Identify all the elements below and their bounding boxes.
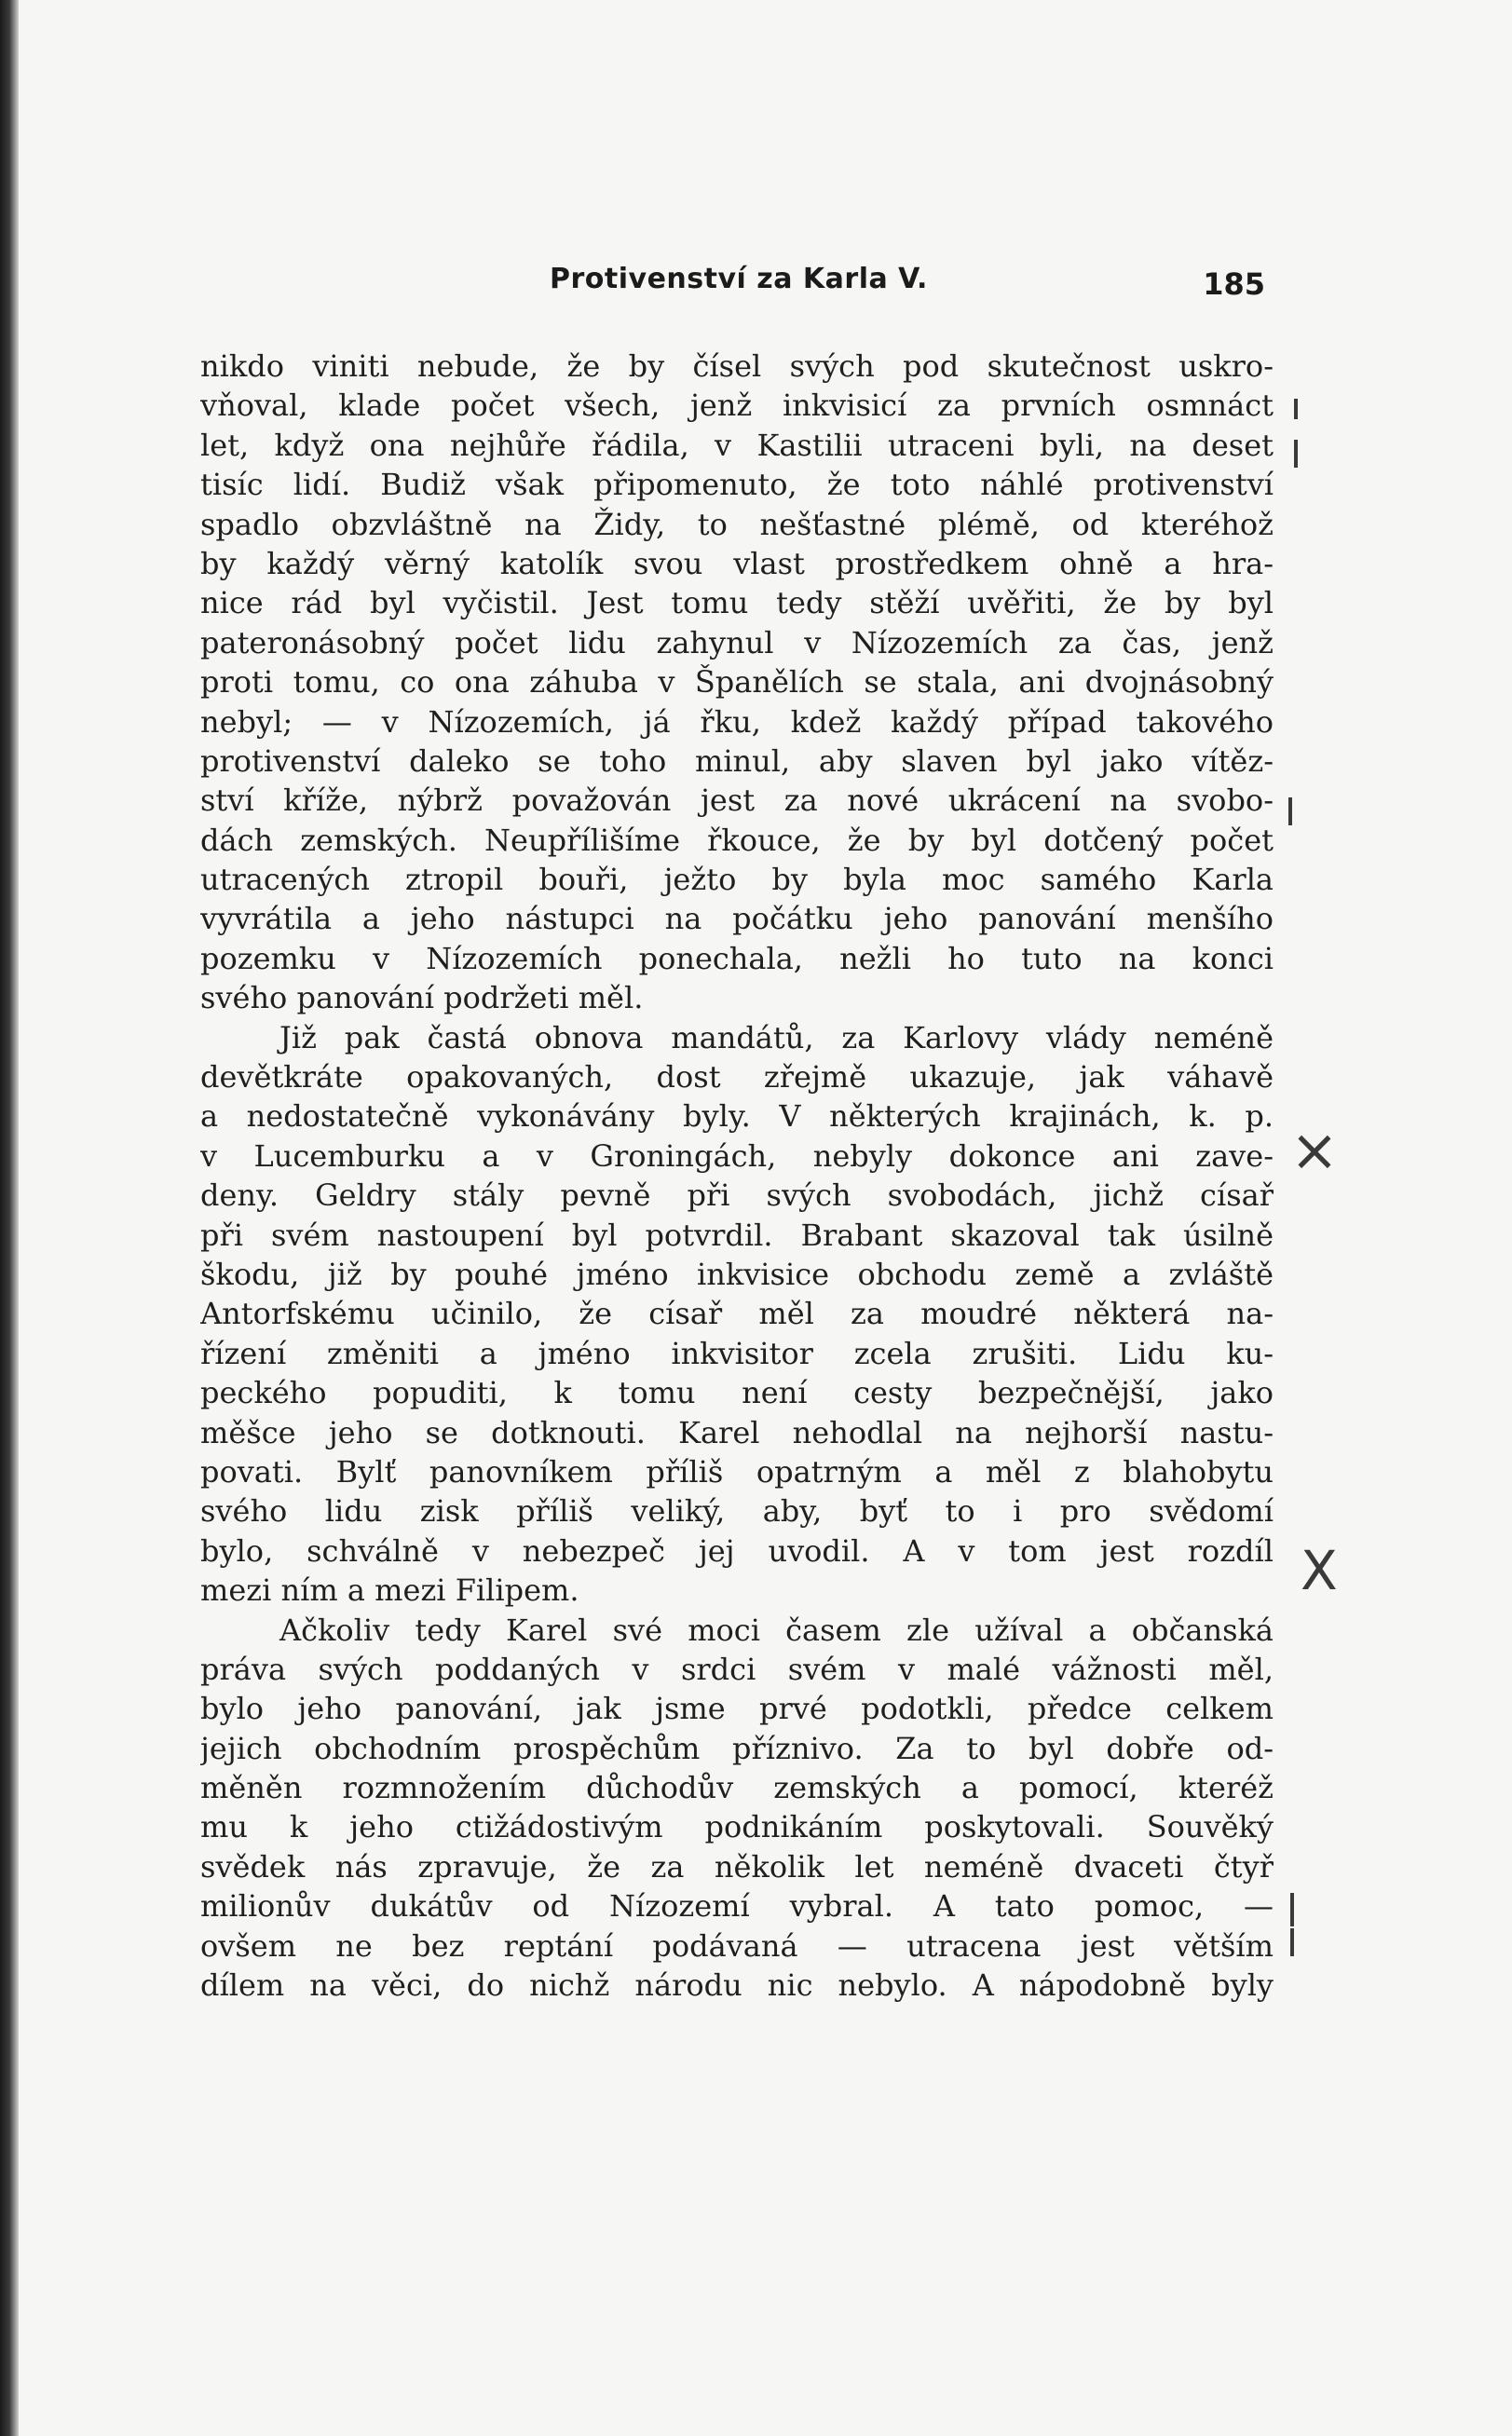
text-line: měšce jeho se dotknouti. Karel nehodlal na nejhorší nastu-: [200, 1414, 1274, 1450]
text-line: let, když ona nejhůře řádila, v Kastilii utraceni byli, na deset: [200, 427, 1274, 463]
margin-tick: [1294, 399, 1298, 419]
text-line: nikdo viniti nebude, že by čísel svých pod skutečnost uskro-: [200, 348, 1274, 384]
text-line: devětkráte opakovaných, dost zřejmě ukazuje, jak váhavě: [200, 1059, 1274, 1096]
text-line: pateronásobný počet lidu zahynul v Nízozemích za čas, jenž: [200, 624, 1274, 660]
margin-cross-mark: X: [1301, 1539, 1338, 1602]
text-line: nebyl; — v Nízozemích, já řku, kdež každý případ takového: [200, 703, 1274, 740]
paragraph-start-line: Již pak častá obnova mandátů, za Karlovy vlády neméně: [279, 1019, 1274, 1055]
text-line: jejich obchodním prospěchům příznivo. Za to byl dobře od-: [200, 1730, 1274, 1766]
text-line: a nedostatečně vykonávány byly. V některých krajinách, k. p.: [200, 1098, 1274, 1135]
text-line: bylo jeho panování, jak jsme prvé podotkli, předce celkem: [200, 1691, 1274, 1727]
text-line: peckého popuditi, k tomu není cesty bezpečnější, jako: [200, 1375, 1274, 1411]
text-line: práva svých poddaných v srdci svém v malé vážnosti měl,: [200, 1651, 1274, 1687]
margin-tick: [1294, 440, 1298, 468]
text-line: mu k jeho ctižádostivým podnikáním poskytovali. Souvěký: [200, 1809, 1274, 1845]
text-line: ovšem ne bez reptání podávaná — utracena jest větším: [200, 1927, 1274, 1964]
text-line: povati. Bylť panovníkem příliš opatrným a měl z blahobytu: [200, 1453, 1274, 1490]
text-line: milionův dukátův od Nízozemí vybral. A tato pomoc, —: [200, 1888, 1274, 1925]
text-line: dílem na věci, do nichž národu nic nebylo. A nápodobně byly: [200, 1967, 1274, 2004]
paragraph-end-line: svého panování podržeti měl.: [200, 980, 644, 1016]
text-line: v Lucemburku a v Groningách, nebyly dokonce ani zave-: [200, 1137, 1274, 1174]
text-line: škodu, již by pouhé jméno inkvisice obchodu země a zvláště: [200, 1256, 1274, 1292]
text-line: deny. Geldry stály pevně při svých svobodách, jichž císař: [200, 1177, 1274, 1214]
running-title: Protivenství za Karla V.: [550, 263, 928, 295]
page-binding-edge: [0, 0, 19, 2436]
text-line: vyvrátila a jeho nástupci na počátku jeho panování menšího: [200, 901, 1274, 937]
text-line: ství kříže, nýbrž považován jest za nové ukrácení na svobo-: [200, 783, 1274, 819]
text-line: svědek nás zpravuje, že za několik let neméně dvaceti čtyř: [200, 1848, 1274, 1885]
text-line: měněn rozmnožením důchodův zemských a pomocí, kteréž: [200, 1770, 1274, 1806]
text-line: dách zemských. Neupřílišíme řkouce, že by byl dotčený počet: [200, 822, 1274, 858]
text-line: řízení změniti a jméno inkvisitor zcela zrušiti. Lidu ku-: [200, 1335, 1274, 1371]
text-line: vňoval, klade počet všech, jenž inkvisicí za prvních osmnáct: [200, 388, 1274, 424]
text-line: nice rád byl vyčistil. Jest tomu tedy stěží uvěřiti, že by byl: [200, 585, 1274, 621]
text-line: při svém nastoupení byl potvrdil. Brabant skazoval tak úsilně: [200, 1217, 1274, 1253]
text-line: Antorfskému učinilo, že císař měl za moudré některá na-: [200, 1296, 1274, 1332]
text-line: spadlo obzvláštně na Židy, to nešťastné plémě, od kteréhož: [200, 506, 1274, 542]
margin-tick: [1290, 1893, 1294, 1926]
paragraph-start-line: Ačkoliv tedy Karel své moci časem zle užíval a občanská: [279, 1612, 1274, 1648]
margin-cross-mark: ×: [1290, 1116, 1339, 1184]
text-line: pozemku v Nízozemích ponechala, nežli ho tuto na konci: [200, 940, 1274, 976]
paragraph-end-line: mezi ním a mezi Filipem.: [200, 1572, 579, 1609]
text-line: by každý věrný katolík svou vlast prostředkem ohně a hra-: [200, 545, 1274, 581]
margin-tick: [1288, 797, 1292, 825]
text-line: bylo, schválně v nebezpeč jej uvodil. A v tom jest rozdíl: [200, 1532, 1274, 1569]
page-number: 185: [1203, 266, 1265, 302]
text-line: tisíc lidí. Budiž však připomenuto, že toto náhlé protivenství: [200, 467, 1274, 503]
margin-tick: [1290, 1928, 1294, 1956]
text-line: protivenství daleko se toho minul, aby slaven byl jako vítěz-: [200, 742, 1274, 779]
text-line: utracených ztropil bouři, ježto by byla moc samého Karla: [200, 862, 1274, 898]
body-text: [200, 347, 1274, 2005]
text-line: svého lidu zisk příliš veliký, aby, byť to i pro svědomí: [200, 1493, 1274, 1530]
page-header: [550, 263, 1276, 304]
text-line: proti tomu, co ona záhuba v Španělích se stala, ani dvojnásobný: [200, 664, 1274, 701]
